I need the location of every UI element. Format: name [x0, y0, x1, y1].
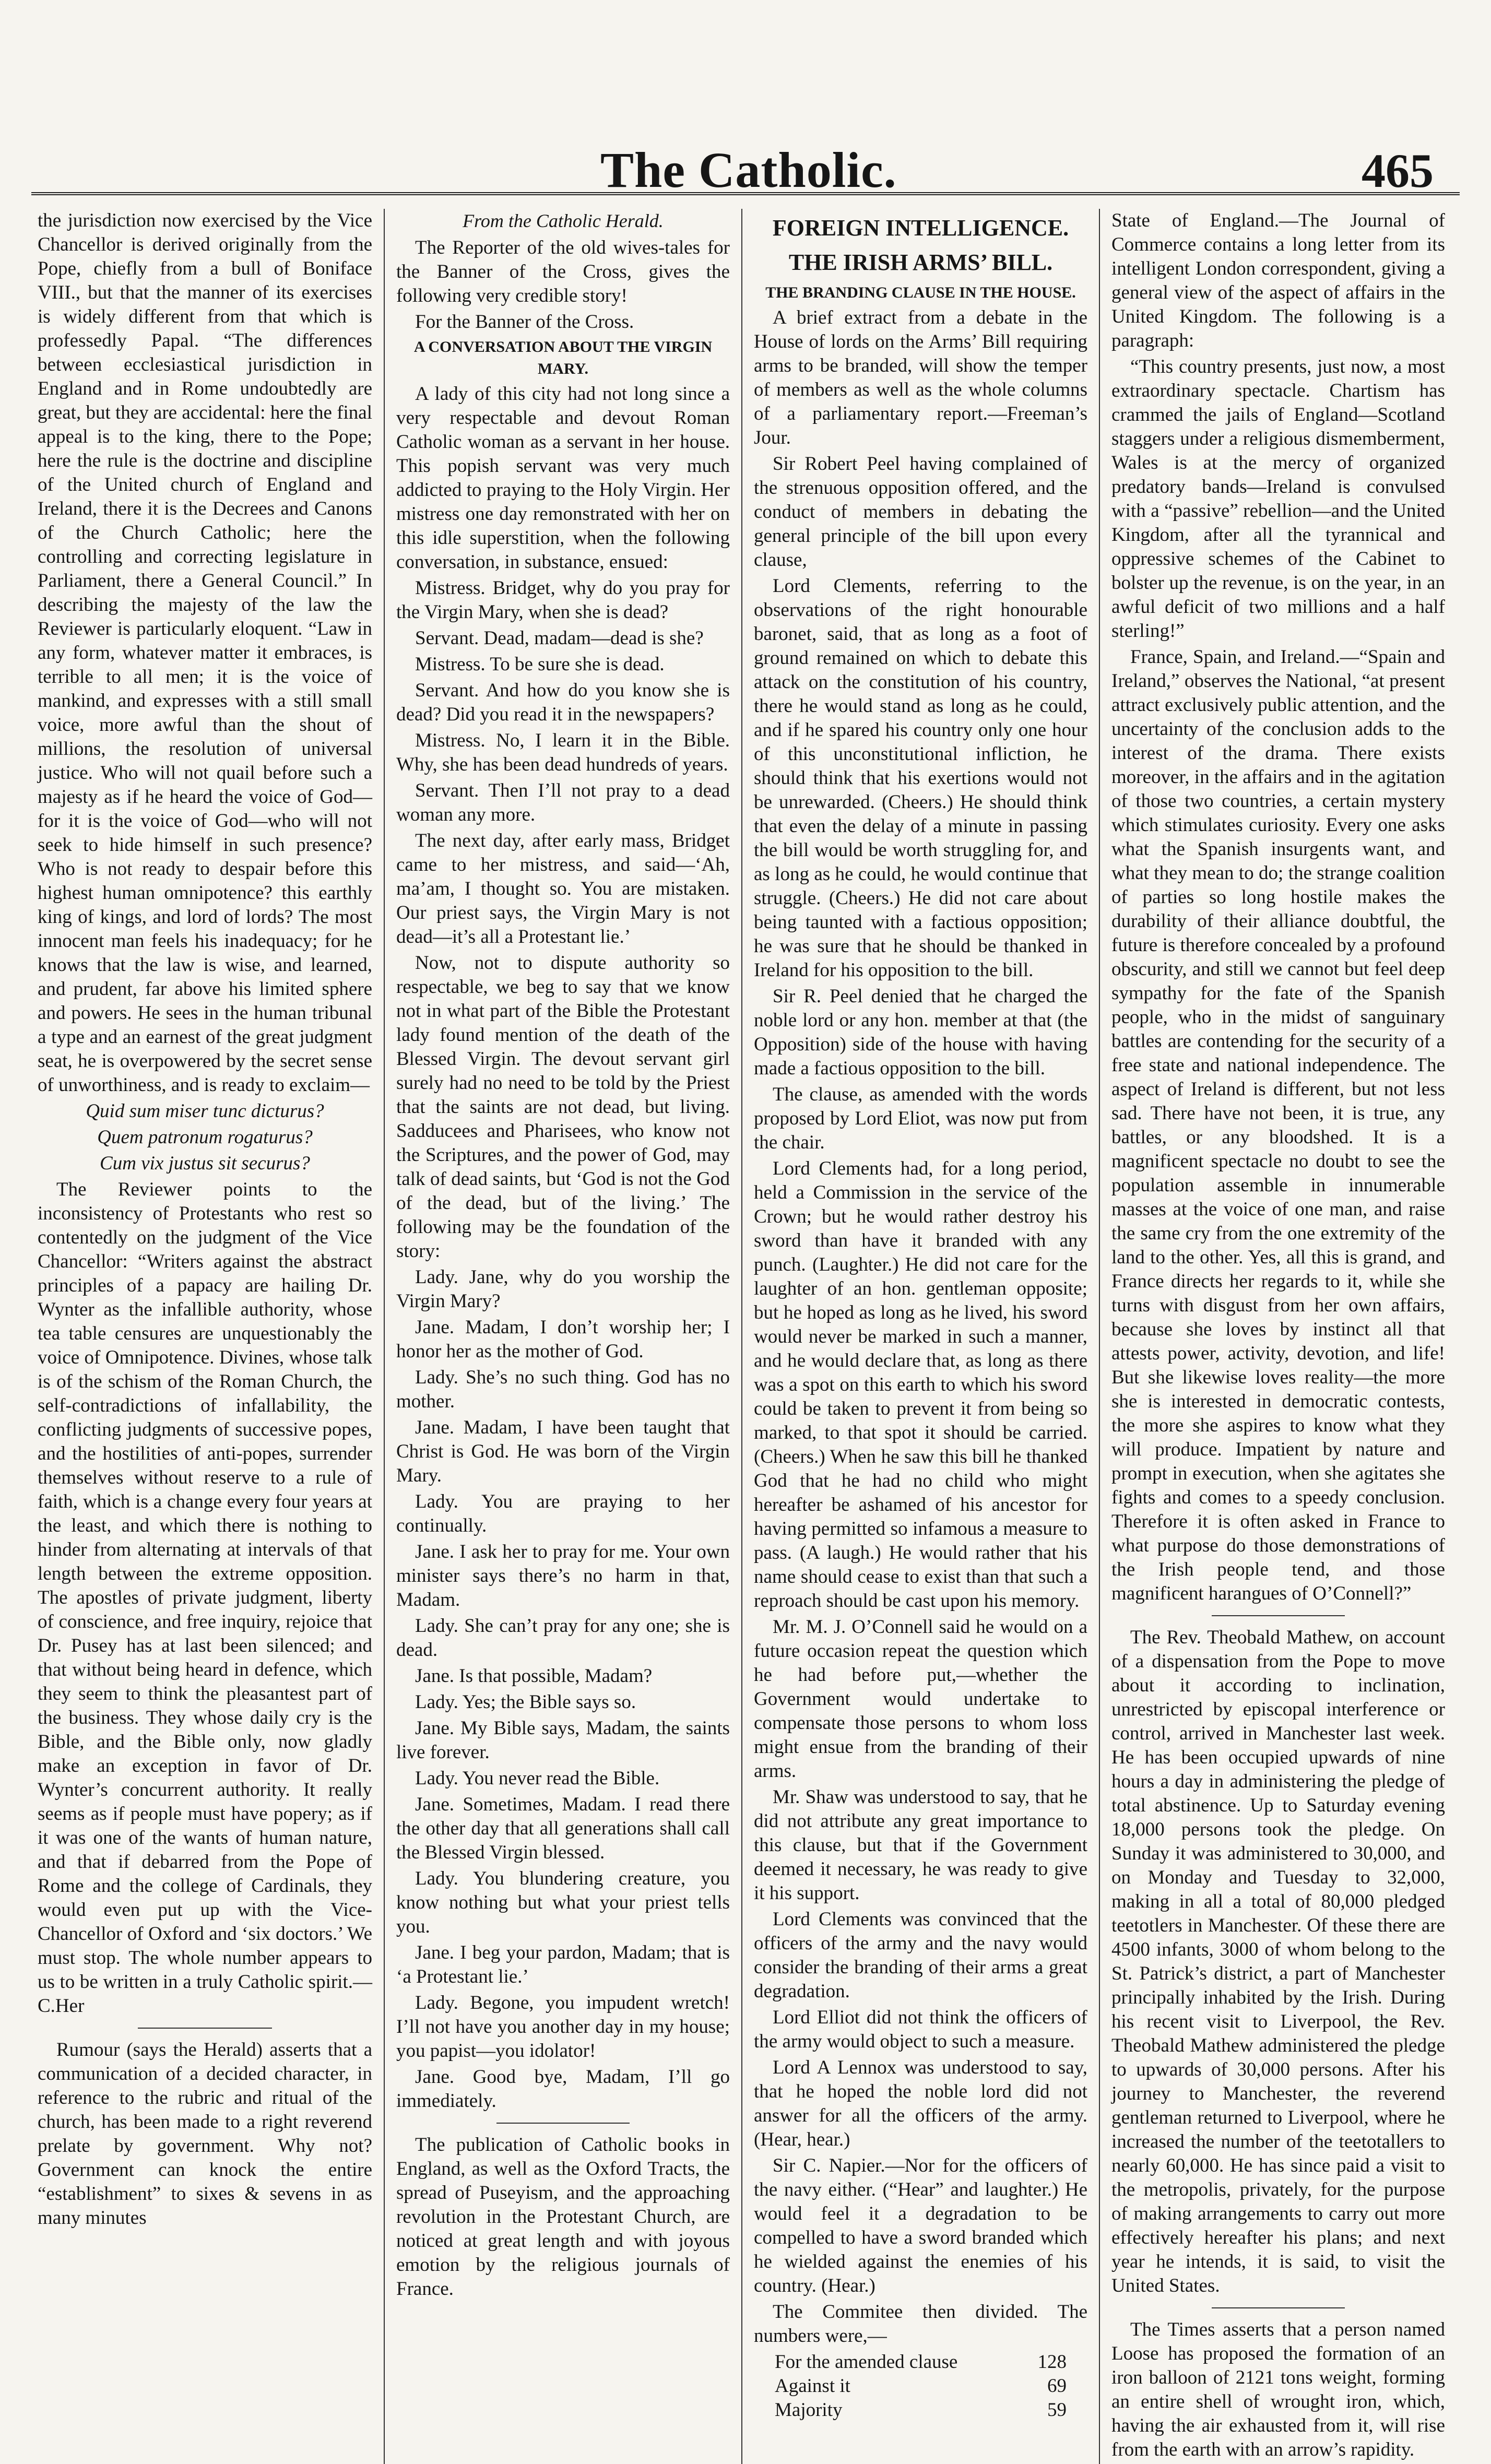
vote-value: 59 — [1047, 2399, 1067, 2421]
dialogue-line: Jane. I beg your pardon, Madam; that is ‘a Protestant lie.’ — [396, 1942, 730, 1987]
article-paragraph: Sir C. Napier.—Nor for the officers of the navy either. (“Hear” and laughter.) He would feel it a degradation to be compelled to have a sword branded which he wielded against the enemies of his country. (Hear.) — [754, 2155, 1087, 2296]
column-2 — [384, 209, 741, 2464]
article-paragraph: Lord A Lennox was understood to say, that he hoped the noble lord did not answer for all the officers of the army. (Hear, hear.) — [754, 2057, 1087, 2150]
latin-verse: Cum vix justus sit securus? — [100, 1153, 310, 1174]
vote-label: Against it — [775, 2375, 850, 2397]
dialogue-line: Lady. You blundering creature, you know nothing but what your priest tells you. — [396, 1868, 730, 1937]
dialogue-line: Jane. My Bible says, Madam, the saints live forever. — [396, 1717, 730, 1763]
article-paragraph: A lady of this city had not long since a very respectable and devout Roman Catholic woman as a servant in her house. This popish servant was very much addicted to praying to the Holy Virgin. Her mistress one day remonstrated with her on this idle superstition, when the following conversation, in substance, ensued: — [396, 383, 730, 573]
article-paragraph: A brief extract from a debate in the House of lords on the Arms’ Bill requiring arms to be branded, will show the temper of members as well as the whole columns of a parliamentary report.—Freeman’s Jour. — [754, 307, 1087, 448]
vote-row — [754, 2398, 1087, 2422]
dialogue-line: Jane. Is that possible, Madam? — [415, 1665, 653, 1687]
source-line: From the Catholic Herald. — [463, 210, 664, 231]
dialogue-line: Jane. Good bye, Madam, I’ll go immediately. — [396, 2066, 730, 2112]
article-paragraph: Lord Clements, referring to the observations of the right honourable baronet, said, that as long as a foot of ground remained on which to debate this attack on the constitution of his country, there he would stand as long as he could, and if he spared his country only one hour of this unconstitutional infliction, he should think that his exertions would not be unrewarded. (Cheers.) He should think that even the delay of a minute in passing the bill would be worth struggling for, and as long as he could, he would continue that struggle. (Cheers.) He did not care about being taunted with a factious opposition; he was sure that he should be thanked in Ireland for his opposition to the bill. — [754, 575, 1087, 981]
article-paragraph: Mr. Shaw was understood to say, that he did not attribute any great importance to this clause, but that if the Government deemed it necessary, he was ready to give it his support. — [754, 1786, 1087, 1904]
dialogue-line: Servant. Then I’ll not pray to a dead woman any more. — [396, 780, 730, 825]
dialogue-line: Lady. Yes; the Bible says so. — [415, 1691, 636, 1713]
latin-verse: Quem patronum rogaturus? — [97, 1127, 313, 1148]
article-paragraph: The publication of Catholic books in England, as well as the Oxford Tracts, the spread of Puseyism, and the approaching revolution in the Protestant Church, are noticed at great length and with joyous emotion by the religious journals of France. — [396, 2134, 730, 2300]
dialogue-line: Lady. She can’t pray for any one; she is dead. — [396, 1615, 730, 1661]
dialogue-line: Servant. And how do you know she is dead? Did you read it in the newspapers? — [396, 680, 730, 725]
article-paragraph: Sir Robert Peel having complained of the strenuous opposition offered, and the conduct of members in debating the general principle of the bill upon every clause, — [754, 453, 1087, 571]
vote-label: For the amended clause — [775, 2351, 958, 2373]
article-subheading: THE BRANDING CLAUSE IN THE HOUSE. — [765, 284, 1076, 301]
dialogue-line: Jane. I ask her to pray for me. Your own minister says there’s no harm in that, Madam. — [396, 1541, 730, 1610]
article-paragraph: Sir R. Peel denied that he charged the noble lord or any hon. member at that (the Opposition) side of the house with having made a factious opposition to the bill. — [754, 986, 1087, 1079]
vote-value: 69 — [1047, 2375, 1067, 2397]
dialogue-line: Lady. You never read the Bible. — [415, 1768, 660, 1789]
article-paragraph: The Reviewer points to the inconsistency of Protestants who rest so contentedly on the judgment of the Vice Chancellor: “Writers against the abstract principles of a papacy are hailing Dr. Wynter as the infallible authority, whose tea table censures are unquestionably the voice of Omnipotence. Divines, whose talk is of the schism of the Roman Church, the self-contradictions of infallability, the conflicting judgments of successive popes, and the hostilities of anti-popes, surrender themselves without reserve to a rule of faith, which is a change every four years at the least, and which there is nothing to hinder from alternating at intervals of that length between the extreme opposition. The apostles of private judgment, liberty of conscience, and free inquiry, rejoice that Dr. Pusey has at last been silenced; and that without being heard in defence, which they seem to think the pleasantest part of the business. They whose daily cry is the Bible, and the Bible only, now gladly make an exception in favor of Dr. Wynter’s concurrent authority. It really seems as if people must have popery; as if it was one of the wants of human nature, and that if debarred from the Pope of Rome and the college of Cardinals, they would even put up with the Vice-Chancellor of Oxford and ‘six doctors.’ We must stop. The whole number appears to us to be written in a truly Catholic spirit.—C.Her — [38, 1179, 372, 2017]
section-heading: FOREIGN INTELLIGENCE. — [772, 215, 1069, 241]
latin-verse: Quid sum miser tunc dicturus? — [86, 1100, 324, 1122]
article-paragraph: Lord Elliot did not think the officers of the army would object to such a measure. — [754, 2007, 1087, 2052]
dialogue-line: Lady. You are praying to her continually. — [396, 1491, 730, 1536]
article-paragraph: Now, not to dispute authority so respectable, we beg to say that we know not in what part of the Bible the Protestant lady found mention of the death of the Blessed Virgin. The devout servant girl surely had no need to be told by the Priest that the saints are not dead, but living. Sadducees and Pharisees, who know not the Scriptures, and the power of God, may talk of dead saints, but ‘God is not the God of the dead, but of the living.’ The following may be the foundation of the story: — [396, 952, 730, 1262]
article-paragraph: For the Banner of the Cross. — [415, 311, 634, 333]
divider — [1212, 2307, 1345, 2308]
article-paragraph: France, Spain, and Ireland.—“Spain and Ireland,” observes the National, “at present attract exclusively public attention, and the uncertainty of the conclusion adds to the interest of the drama. There exists moreover, in the affairs and in the agitation of those two countries, a certain mystery which stimulates curiosity. Every one asks what the Spanish insurgents want, and what they mean to do; the strange coalition of parties so long hostile makes the durability of their alliance doubtful, the future is therefore concealed by a profound obscurity, and still we cannot but feel deep sympathy for the fate of the Spanish people, who in the midst of sanguinary battles are contending for the security of a free state and national independence. The aspect of Ireland is different, but not less sad. There have not been, it is true, any battles, or any bloodshed. It is a magnificent spectacle no doubt to see the population assemble in innumerable masses at the voice of one man, and raise the same cry from the one extremity of the land to the other. Yes, all this is grand, and France directs her regards to it, while she turns with disgust from her own affairs, because she loves by instinct all that attests power, activity, devotion, and life! But she likewise loves reality—the more she is interested in democratic contests, the more she aspires to know what they will produce. Impatient by nature and prompt in execution, when she agitates she fights and comes to a speedy conclusion. Therefore it is often asked in France to what purpose do those demonstrations of the Irish people tend, and those magnificent harangues of O’Connell?” — [1111, 646, 1445, 1604]
dialogue-line: Mistress. No, I learn it in the Bible. Why, she has been dead hundreds of years. — [396, 730, 730, 775]
vote-label: Majority — [775, 2399, 843, 2421]
dialogue-line: Mistress. Bridget, why do you pray for the Virgin Mary, when she is dead? — [396, 577, 730, 623]
column-4 — [1099, 209, 1457, 2464]
article-heading: THE IRISH ARMS’ BILL. — [788, 250, 1053, 275]
dialogue-line: Lady. Jane, why do you worship the Virgin Mary? — [396, 1266, 730, 1312]
dialogue-line: Lady. She’s no such thing. God has no mother. — [396, 1367, 730, 1412]
vote-value: 128 — [1037, 2351, 1067, 2373]
article-heading: A CONVERSATION ABOUT THE VIRGIN MARY. — [413, 338, 713, 377]
article-paragraph: the jurisdiction now exercised by the Vice Chancellor is derived originally from the Pope, chiefly from a bull of Boniface VIII., but that the manner of its exercises is widely different from that which is professedly Papal. “The differences between ecclesiastical jurisdiction in England and in Rome undoubtedly are great, but they are accidental: here the final appeal is to the king, there to the Pope; here the rule is the doctrine and discipline of the United church of England and Ireland, there it is the Decrees and Canons of the Church Catholic; here the controlling and correcting legislature in Parliament, there a General Council.” In describing the majesty of the law the Reviewer is particularly eloquent. “Law in any form, whatever matter it embraces, is terrible to all men; it is the voice of mankind, and expresses with a still small voice, more awful than the shout of millions, the resolution of universal justice. Who will not quail before such a majesty as if he heard the voice of God—for it is the voice of God—who will not seek to hide himself in such presence? Who is not ready to despair before this highest human omnipotence? this earthly king of kings, and lord of lords? The most innocent man feels his inadequacy; for he knows that the law is wise, and learned, and prudent, far above his limited sphere and powers. He sees in the human tribunal a type and an earnest of the great judgment seat, he is overpowered by the secret sense of unworthiness, and is ready to exclaim— — [38, 210, 372, 1096]
page-title: The Catholic. — [600, 142, 897, 198]
article-paragraph: Mr. M. J. O’Connell said he would on a future occasion repeat the question which he had before put,—whether the Government would undertake to compensate those persons to whom loss might ensue from the branding of their arms. — [754, 1616, 1087, 1782]
article-paragraph: Lord Clements had, for a long period, held a Commission in the service of the Crown; but he would rather destroy his sword than have it branded with any punch. (Laughter.) He did not care for the laughter of an hon. gentleman opposite; but he hoped as long as he lived, his sword would never be marked in such a manner, and he would declare that, as long as there was a spot on this earth to which his sword could be taken to prevent it from being so marked, to that spot it should be carried. (Cheers.) When he saw this bill he thanked God that he had no child who might hereafter be ashamed of his ancestor for having permitted so infamous a measure to pass. (A laugh.) He would rather that his name should cease to exist than that such a reproach should be cast upon his memory. — [754, 1158, 1087, 1612]
dialogue-line: Jane. Madam, I have been taught that Christ is God. He was born of the Virgin Mary. — [396, 1417, 730, 1486]
article-paragraph: The Reporter of the old wives-tales for the Banner of the Cross, gives the following very credible story! — [396, 237, 730, 306]
divider — [496, 2123, 630, 2124]
article-paragraph: The Times asserts that a person named Loose has proposed the formation of an iron balloon of 2121 tons weight, forming an entire shell of wrought iron, which, having the air exhausted from it, will rise from the earth with an arrow’s rapidity. — [1111, 2319, 1445, 2460]
page-number: 465 — [1362, 144, 1434, 197]
dialogue-line: Lady. Begone, you impudent wretch! I’ll not have you another day in my house; you papist—you idolator! — [396, 1992, 730, 2062]
dialogue-line: Jane. Madam, I don’t worship her; I honor her as the mother of God. — [396, 1317, 730, 1362]
column-3 — [741, 209, 1099, 2464]
dialogue-line: Jane. Sometimes, Madam. I read there the other day that all generations shall call the Blessed Virgin blessed. — [396, 1794, 730, 1863]
divider — [138, 2028, 271, 2029]
article-paragraph: The Commitee then divided. The numbers were,— — [754, 2301, 1087, 2347]
article-paragraph: Rumour (says the Herald) asserts that a communication of a decided character, in reference to the rubric and ritual of the church, has been made to a right reverend prelate by government. Why not? Government can knock the entire “establishment” to sixes & sevens in as many minutes — [38, 2039, 372, 2229]
vote-row — [754, 2374, 1087, 2398]
article-paragraph: The Rev. Theobald Mathew, on account of a dispensation from the Pope to move about it according to inclination, unrestricted by episcopal interference or control, arrived in Manchester last week. He has been occupied upwards of nine hours a day in administering the pledge of total abstinence. Up to Saturday evening 18,000 persons took the pledge. On Sunday it was administered to 30,000, and on Monday and Tuesday to 32,000, making in all a total of 80,000 pledged teetotlers in Manchester. Of these there are 4500 infants, 3000 of whom belong to the St. Patrick’s district, a part of Manchester principally inhabited by the Irish. During his recent visit to Liverpool, the Rev. Theobald Mathew administered the pledge to upwards of 30,000 persons. After his journey to Manchester, the reverend gentleman returned to Liverpool, where he increased the number of the teetotallers to nearly 60,000. He has since paid a visit to the metropolis, privately, for the purpose of making arrangements to carry out more effectively hereafter his plans; and next year he intends, it is said, to visit the United States. — [1111, 1627, 1445, 2296]
masthead — [0, 131, 1491, 198]
column-1 — [26, 209, 384, 2464]
header-rule — [31, 192, 1460, 195]
article-paragraph: Lord Clements was convinced that the officers of the army and the navy would consider the branding of their arms a great degradation. — [754, 1909, 1087, 2002]
article-paragraph: The clause, as amended with the words proposed by Lord Eliot, was now put from the chair. — [754, 1084, 1087, 1153]
article-paragraph: The next day, after early mass, Bridget came to her mistress, and said—‘Ah, ma’am, I thought so. You are mistaken. Our priest says, the Virgin Mary is not dead—it’s all a Protestant lie.’ — [396, 830, 730, 947]
dialogue-line: Mistress. To be sure she is dead. — [415, 654, 665, 675]
vote-row — [754, 2350, 1087, 2374]
article-paragraph: State of England.—The Journal of Commerce contains a long letter from its intelligent London correspondent, giving a general view of the aspect of affairs in the United Kingdom. The following is a paragraph: — [1111, 210, 1445, 351]
divider — [1212, 1615, 1345, 1616]
dialogue-line: Servant. Dead, madam—dead is she? — [415, 627, 704, 649]
article-paragraph: “This country presents, just now, a most extraordinary spectacle. Chartism has crammed the jails of England—Scotland staggers under a religious dismemberment, Wales is at the mercy of organized predatory bands—Ireland is convulsed with a “passive” rebellion—and the United Kingdom, after all the tyrannical and oppressive schemes of the Cabinet to bolster up the revenue, is on the year, in an awful deficit of two millions and a half sterling!” — [1111, 356, 1445, 642]
columns — [26, 209, 1457, 2460]
